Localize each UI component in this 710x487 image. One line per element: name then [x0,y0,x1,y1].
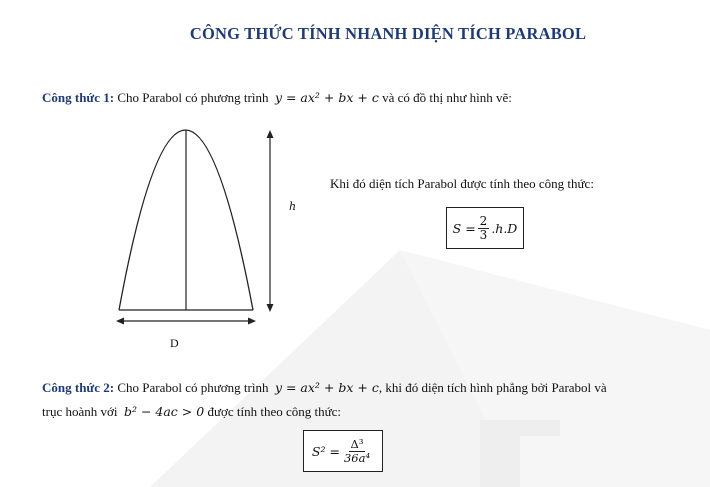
formula1-note: Khi đó diện tích Parabol được tính theo công thức: [330,176,594,191]
formula1-equation: y = ax² + bx + c [274,90,379,105]
formula2-line1 [42,380,607,396]
formula2-fraction [342,438,372,463]
h-arrow-bottom-head [267,304,274,312]
d-arrow-left-head [116,318,124,325]
h-label: h [289,200,297,213]
formula2-frac-num: Δ³ [350,437,364,452]
formula2-lhs: S² = [311,443,340,459]
formula1-frac-den: 3 [479,227,488,242]
formula1-rhs: .h.D [491,220,518,236]
formula2-label: Công thức 2: [42,380,115,395]
page-title: CÔNG THỨC TÍNH NHANH DIỆN TÍCH PARABOL [189,24,587,43]
formula2-frac-den: 36a⁴ [343,450,371,465]
formula1-label: Công thức 1: [42,90,115,105]
formula2-box [303,430,383,472]
formula1-tail: và có đồ thị như hình vẽ: [382,90,512,105]
h-arrow-top-head [267,130,274,138]
d-arrow-right-head [248,318,256,325]
formula1-box [446,207,524,249]
formula1-lhs: S = [452,220,476,236]
formula1-frac-num: 2 [479,213,488,228]
formula1-fraction [478,215,490,241]
formula1-intro: Cho Parabol có phương trình [117,90,269,105]
formula2-condition: b² − 4ac > 0 [123,404,205,419]
formula2-intro: Cho Parabol có phương trình [117,380,269,395]
d-label: D [170,336,179,350]
formula2-tail: , khi đó diện tích hình phẳng bởi Parabol và [378,380,607,395]
formula2-line2-end: được tính theo công thức: [207,404,342,419]
formula2-line2 [42,404,341,420]
formula2-line2-start: trục hoành với [42,404,118,419]
formula2-equation: y = ax² + bx + c [274,380,379,395]
